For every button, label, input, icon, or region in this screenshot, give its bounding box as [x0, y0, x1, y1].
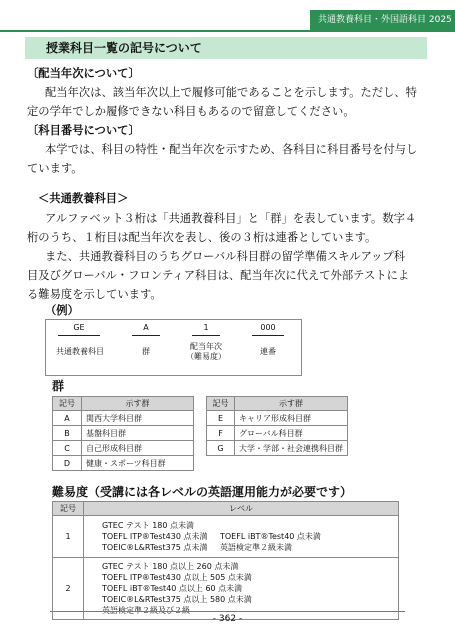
haito-heading: 〔配当年次について〕	[27, 67, 140, 80]
gun-code: B	[53, 426, 82, 441]
example-label-ge: 共通教養科目	[56, 347, 104, 356]
gun-table-left	[52, 396, 194, 471]
gun-col-code: 記号	[207, 397, 235, 411]
section-title: 授業科目一覧の記号について	[46, 41, 202, 55]
kamoku-line1: 本学では、科目の特性・配当年次を示すため、各科目に科目番号を付与し	[45, 143, 418, 156]
nanido-code: 2	[53, 558, 84, 620]
gun-heading: 群	[52, 379, 65, 393]
header-title: 共通教養科目・外国語科目 2025	[318, 15, 452, 25]
table-row	[207, 441, 348, 456]
gun-name: 基盤科目群	[82, 426, 194, 441]
level-line: TOEIC®L&RTest375 点以上 580 点未満	[102, 595, 252, 604]
example-underline-2	[132, 335, 160, 336]
table-row	[207, 426, 348, 441]
example-underline-4	[252, 335, 284, 336]
example-heading: （例）	[45, 304, 79, 317]
section-band	[25, 37, 427, 59]
page-number: - 362 -	[212, 614, 243, 624]
example-code-a: A	[143, 323, 149, 332]
gun-name: キャリア形成科目群	[235, 411, 348, 426]
gun-name: 健康・スポーツ科目群	[82, 456, 194, 471]
gun-name: 関西大学科目群	[82, 411, 194, 426]
level-line: TOEFL ITP®Test430 点以上 505 点未満	[102, 573, 252, 582]
example-underline-1	[58, 335, 100, 336]
example-label-gun: 群	[142, 347, 150, 356]
example-code-1: 1	[203, 323, 209, 332]
gun-col-desc: 示す群	[82, 397, 194, 411]
level-line: 英語検定準２級未満	[220, 543, 292, 552]
gun-table-right	[206, 396, 348, 456]
nanido-col-level: レベル	[84, 502, 399, 516]
table-row	[53, 516, 399, 558]
table-row	[53, 441, 194, 456]
gun-code: E	[207, 411, 235, 426]
example-label-renban: 連番	[260, 347, 276, 356]
nanido-heading: 難易度（受講には各レベルの英語運用能力が必要です）	[52, 485, 353, 499]
kamoku-line2: ています。	[27, 162, 83, 175]
gun-col-desc: 示す群	[235, 397, 348, 411]
gun-name: 大学・学部・社会連携科目群	[235, 441, 348, 456]
gun-code: C	[53, 441, 82, 456]
haito-line2: 定の学年でしか履修できない科目もあるので留意してください。	[27, 105, 355, 118]
level-line: TOEFL ITP®Test430 点未満	[102, 532, 208, 541]
example-code-000: 000	[260, 323, 276, 332]
gun-col-code: 記号	[53, 397, 82, 411]
footer-rule	[50, 611, 405, 612]
gun-name: グローバル科目群	[235, 426, 348, 441]
header-tab	[310, 10, 455, 30]
table-row	[207, 411, 348, 426]
gun-code: D	[53, 456, 82, 471]
nanido-code: 1	[53, 516, 84, 558]
gun-code: G	[207, 441, 235, 456]
kyotsu-heading: ＜共通教養科目＞	[38, 192, 129, 205]
gun-code: A	[53, 411, 82, 426]
gun-name: 自己形成科目群	[82, 441, 194, 456]
kyotsu-line1: アルファベット３桁は「共通教養科目」と「群」を表しています。数字４	[45, 212, 417, 225]
level-line: TOEIC®L&RTest375 点未満	[102, 543, 208, 552]
example-code-ge: GE	[73, 323, 85, 332]
kyotsu-line2: 桁のうち、１桁目は配当年次を表し、後の３桁は連番としています。	[27, 231, 377, 244]
table-row	[53, 456, 194, 471]
gun-code: F	[207, 426, 235, 441]
level-line: 英語検定準２級及び２級	[102, 606, 190, 615]
nanido-col-code: 記号	[53, 502, 84, 516]
kamoku-heading: 〔科目番号について〕	[27, 124, 140, 137]
level-line: GTEC テスト 180 点以上 260 点未満	[102, 562, 239, 571]
table-row	[53, 426, 194, 441]
example-box	[45, 319, 302, 376]
example-underline-3	[192, 335, 220, 336]
header-rule	[0, 30, 455, 32]
example-label-nanido: （難易度）	[186, 352, 226, 361]
level-line: TOEFL iBT®Test40 点以上 60 点未満	[102, 584, 243, 593]
kyotsu-line3: また、共通教養科目のうちグローバル科目群の留学準備スキルアップ科	[45, 250, 406, 263]
example-label-haito: 配当年次	[190, 342, 222, 351]
level-line: GTEC テスト 180 点未満	[102, 521, 195, 530]
nanido-table	[52, 501, 399, 620]
level-line: TOEFL iBT®Test40 点未満	[220, 532, 321, 541]
kyotsu-line5: る難易度を示しています。	[27, 288, 162, 301]
haito-line1: 配当年次は、該当年次以上で履修可能であることを示します。ただし、特	[45, 86, 417, 99]
kyotsu-line4: 目及びグローバル・フロンティア科目は、配当年次に代えて外部テストによ	[27, 269, 410, 282]
table-row	[53, 411, 194, 426]
